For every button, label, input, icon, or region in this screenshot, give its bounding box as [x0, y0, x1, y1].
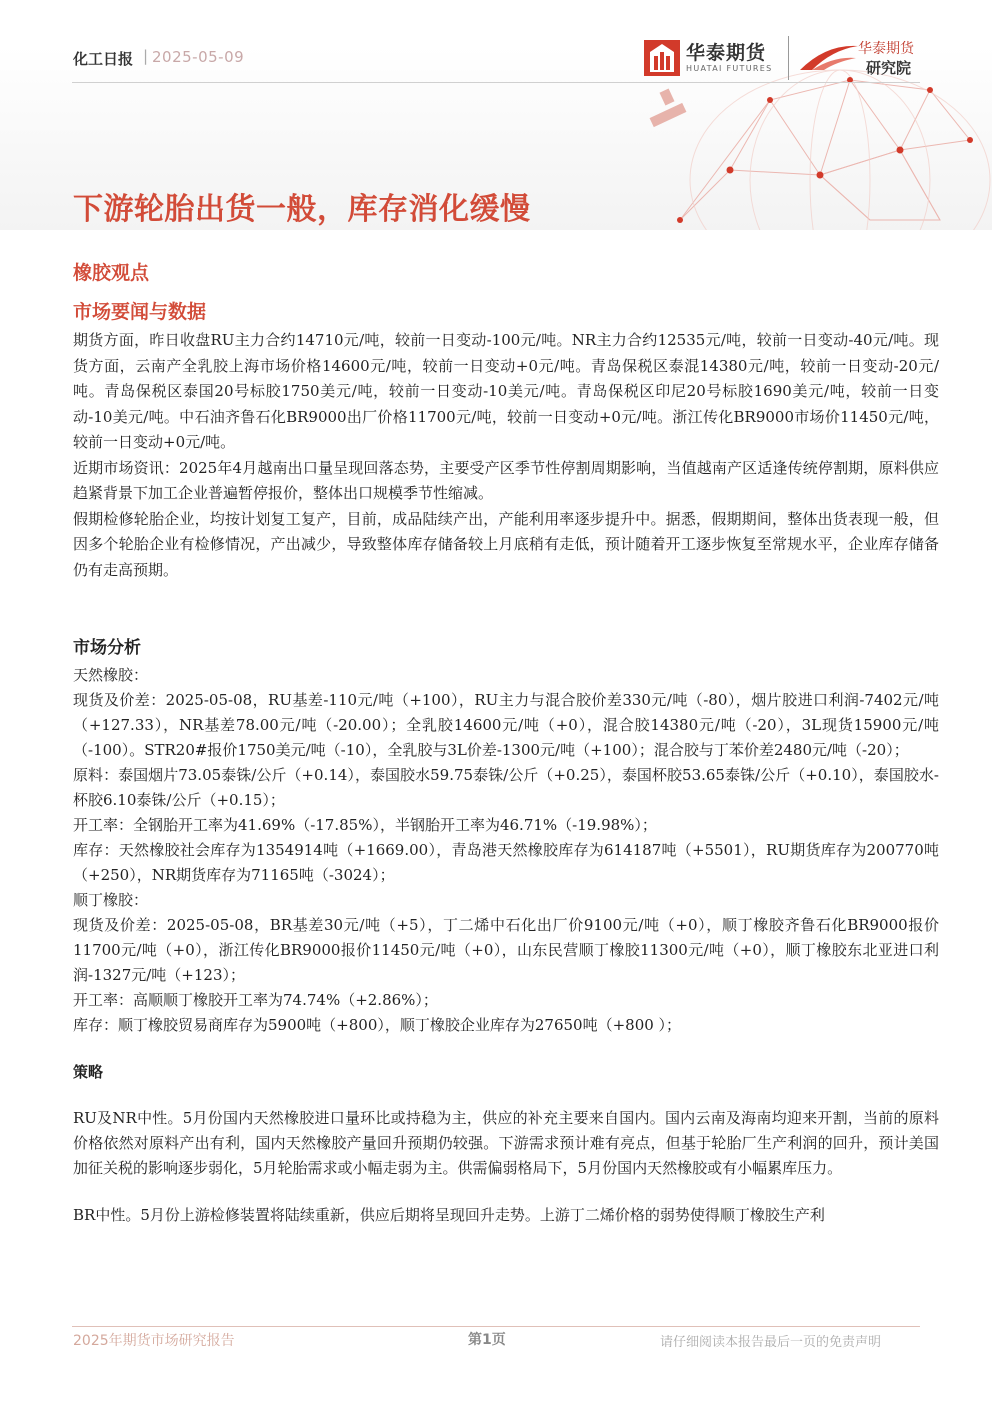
institute-name-line1: 华泰期货: [858, 41, 914, 57]
spacer: [73, 1038, 939, 1060]
spacer: [73, 1084, 939, 1106]
header-divider: [72, 82, 920, 83]
analysis-line: 库存：天然橡胶社会库存为1354914吨（+1669.00），青岛港天然橡胶库存为614187吨（+5501），RU期货库存为200770吨（+250），NR期货库存为71165吨（-3024）；: [73, 841, 939, 884]
logo-brand-sub: HUATAI FUTURES: [686, 64, 773, 73]
strategy-paragraph: BR中性。5月份上游检修装置将陆续重新，供应后期将呈现回升走势。上游丁二烯价格的弱势使得顺丁橡胶生产利: [73, 1206, 825, 1224]
disclaimer-notice: 请仔细阅读本报告最后一页的免责声明: [660, 1335, 882, 1350]
page-footer: [0, 1322, 992, 1352]
strategy-paragraph: RU及NR中性。5月份国内天然橡胶进口量环比或持稳为主，供应的补充主要来自国内。国内云南及海南均迎来开割，当前的原料价格依然对原料产出有利，国内天然橡胶产量回升预期仍较强。下游需求预计难有亮点，但基于轮胎厂生产利润的回升，预计美国加征关税的影响逐步弱化，5月轮胎需求或小幅走弱为主。供需偏弱格局下，5月份国内天然橡胶或有小幅累库压力。: [73, 1109, 939, 1177]
spacer: [73, 1181, 939, 1203]
spacer: [73, 583, 939, 633]
doc-date: 2025-05-09: [152, 48, 245, 66]
page-number: 第1页: [468, 1332, 506, 1348]
strategy-heading: 策略: [73, 1063, 104, 1081]
logo-divider: [788, 36, 789, 80]
globe-network-graphic: [640, 60, 992, 230]
analysis-line: 顺丁橡胶：: [73, 891, 149, 909]
footer-report-name: 2025年期货市场研究报告: [73, 1333, 235, 1349]
analysis-line: 开工率：全钢胎开工率为41.69%（-17.85%），半钢胎开工率为46.71%（-19.98%）；: [73, 816, 657, 834]
view-heading: 橡胶观点: [73, 262, 150, 284]
logo-brand-name: 华泰期货: [686, 42, 767, 64]
report-body: [73, 258, 939, 1228]
doc-type: 化工日报: [73, 50, 134, 68]
analysis-line: 现货及价差：2025-05-08，BR基差30元/吨（+5），丁二烯中石化出厂价9100元/吨（+0），顺丁橡胶齐鲁石化BR9000报价11700元/吨（+0），浙江传化BR9000报价11450元/吨（+0），山东民营顺丁橡胶11300元/吨（+0），顺丁橡胶东北亚进口利润-1327元/吨（+123）；: [73, 916, 939, 984]
analysis-line: 现货及价差：2025-05-08，RU基差-110元/吨（+100），RU主力与混合胶价差330元/吨（-80），烟片胶进口利润-7402元/吨（+127.33），NR基差78.00元/吨（-20.00）；全乳胶14600元/吨（+0），混合胶14380元/吨（-20），3L现货15900元/吨（-100）。STR20#报价1750美元/吨（-10），全乳胶与3L价差-1300元/吨（+100）；混合胶与丁苯价差2480元/吨（-20）；: [73, 691, 939, 759]
page-header: [0, 0, 992, 230]
huatai-logo-icon: [644, 40, 680, 76]
institute-name-line2: 研究院: [866, 59, 912, 77]
analysis-line: 开工率：高顺顺丁橡胶开工率为74.74%（+2.86%）；: [73, 991, 438, 1009]
analysis-line: 天然橡胶：: [73, 666, 149, 684]
analysis-heading: 市场分析: [73, 638, 141, 658]
news-paragraph: 假期检修轮胎企业，均按计划复工复产，目前，成品陆续产出，产能利用率逐步提升中。据悉，假期期间，整体出货表现一般，但因多个轮胎企业有检修情况，产出减少，导致整体库存储备较上月底稍有走低，预计随着开工逐步恢复至常规水平，企业库存储备仍有走高预期。: [73, 509, 939, 579]
news-heading: 市场要闻与数据: [73, 301, 207, 323]
doc-separator: |: [143, 47, 149, 65]
research-institute-logo-icon: [798, 40, 860, 76]
analysis-line: 原料：泰国烟片73.05泰铢/公斤（+0.14），泰国胶水59.75泰铢/公斤（+0.25），泰国杯胶53.65泰铢/公斤（+0.10），泰国胶水-杯胶6.10泰铢/公斤（+0.15）；: [73, 766, 939, 809]
report-title: 下游轮胎出货一般，库存消化缓慢: [73, 192, 531, 228]
news-paragraph: 期货方面，昨日收盘RU主力合约14710元/吨，较前一日变动-100元/吨。NR主力合约12535元/吨，较前一日变动-40元/吨。现货方面，云南产全乳胶上海市场价格14600元/吨，较前一日变动+0元/吨。青岛保税区泰混14380元/吨，较前一日变动-20元/吨。青岛保税区泰国20号标胶1750美元/吨，较前一日变动-10美元/吨。青岛保税区印尼20号标胶1690美元/吨，较前一日变动-10美元/吨。中石油齐鲁石化BR9000出厂价格11700元/吨，较前一日变动+0元/吨。浙江传化BR9000市场价11450元/吨，较前一日变动+0元/吨。: [73, 331, 939, 451]
analysis-line: 库存：顺丁橡胶贸易商库存为5900吨（+800），顺丁橡胶企业库存为27650吨（+800 ）；: [73, 1016, 682, 1034]
news-paragraph: 近期市场资讯：2025年4月越南出口量呈现回落态势，主要受产区季节性停割周期影响，当值越南产区适逢传统停割期，原料供应趋紧背景下加工企业普遍暂停报价，整体出口规模季节性缩减。: [73, 458, 939, 502]
footer-divider: [72, 1326, 920, 1327]
